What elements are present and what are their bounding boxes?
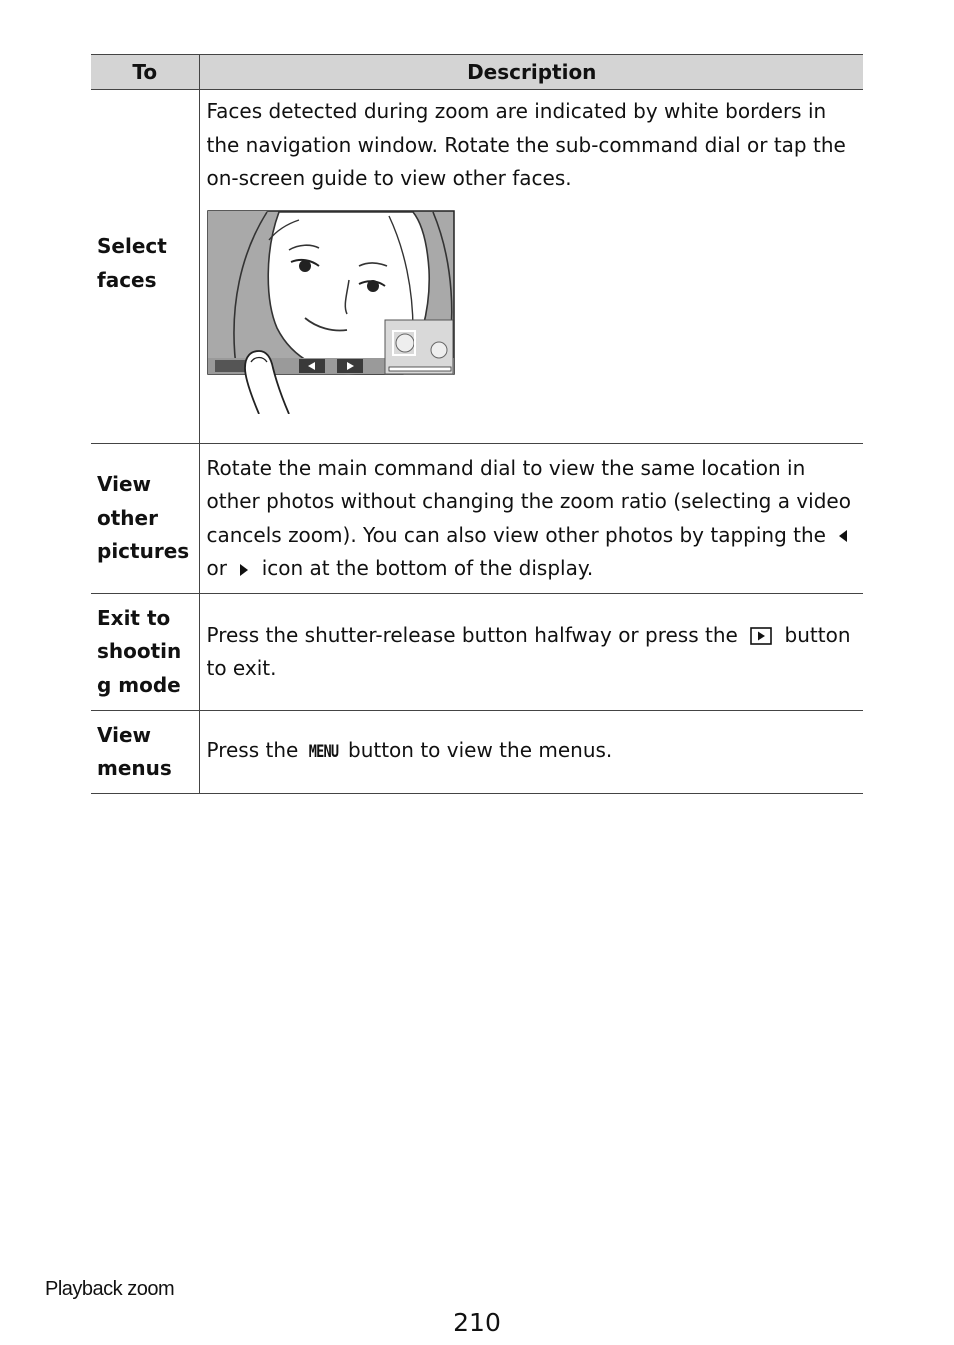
- row-description-view-menus: [199, 711, 863, 794]
- table-row: [91, 444, 863, 594]
- description-text: Faces detected during zoom are indicated by white borders in the navigation window. Rotate the sub-command dial or tap the on-screen guide to view other faces.: [206, 99, 846, 190]
- header-to: To: [91, 55, 199, 90]
- table-header-row: [91, 55, 863, 90]
- description-text: Press the shutter-release button halfway or press the: [206, 622, 738, 647]
- description-text: button to exit.: [206, 622, 851, 680]
- description-text: Rotate the main command dial to view the same location in other photos without changing the zoom ratio (selecting a video cancels zoom). You can also view other photos by tapping the: [206, 455, 851, 547]
- row-label-view-menus: [91, 711, 199, 794]
- row-label-view-other-pictures: View other pictures: [91, 444, 199, 594]
- header-description: Description: [199, 55, 863, 90]
- row-label-text: View menus: [97, 722, 172, 780]
- row-label-exit-to-shooting-mode: [91, 594, 199, 711]
- page-number: 210: [453, 1308, 501, 1337]
- playback-button-icon: [750, 627, 772, 645]
- menu-button-label: MENU: [308, 742, 338, 763]
- operations-table: [91, 54, 863, 794]
- description-text: or: [206, 556, 227, 580]
- table-row: [91, 594, 863, 711]
- right-triangle-icon: [239, 563, 249, 577]
- row-description-exit-to-shooting-mode: [199, 594, 863, 711]
- description-text: button to view the menus.: [348, 738, 613, 763]
- table-row: [91, 711, 863, 794]
- row-description-select-faces: [199, 90, 863, 444]
- zoom-face-illustration: [207, 210, 457, 414]
- description-text: Press the: [206, 738, 299, 763]
- left-triangle-icon: [838, 529, 848, 543]
- row-description-view-other-pictures: [199, 444, 863, 594]
- footer-section-title: Playback zoom: [45, 1278, 175, 1300]
- description-text: icon at the bottom of the display.: [261, 556, 594, 580]
- row-label-text: Exit to shootin g mode: [97, 605, 182, 697]
- table-row: [91, 90, 863, 444]
- row-label-select-faces: Select faces: [91, 90, 199, 444]
